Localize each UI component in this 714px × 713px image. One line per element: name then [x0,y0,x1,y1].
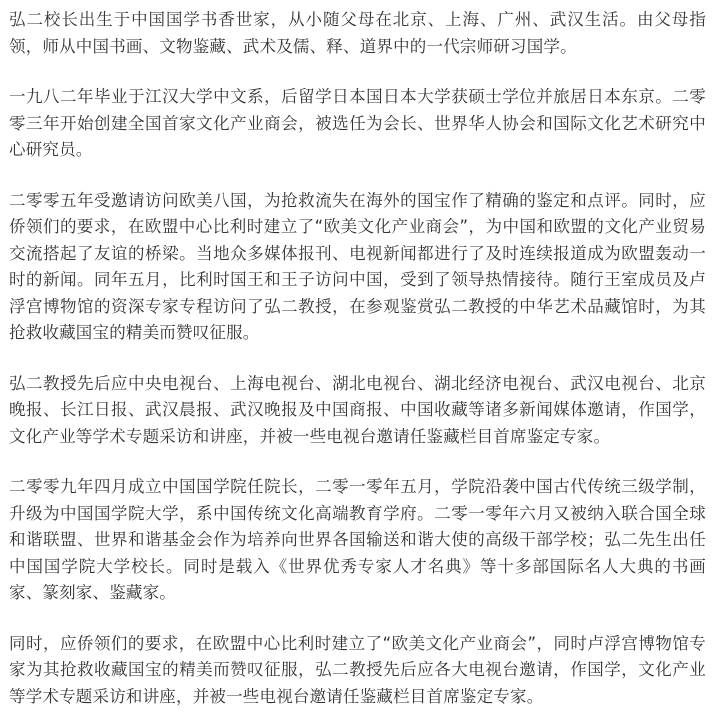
paragraph-summary: 同时，应侨领们的要求，在欧盟中心比利时建立了“欧美文化产业商会”，同时卢浮宫博物馆专家为其抢救收藏国宝的精美而赞叹征服，弘二教授先后应各大电视台邀请，作国学，文化产业等学术专题采访和讲座，并被一些电视台邀请任鉴藏栏目首席鉴定专家。 [9,633,706,706]
paragraph-academy: 二零零九年四月成立中国国学院任院长，二零一零年五月，学院沿袭中国古代传统三级学制，升级为中国国学院大学，系中国传统文化高端教育学府。二零一零年六月又被纳入联合国全球和谐联盟、世界和谐基金会作为培养向世界各国输送和谐大使的高级干部学校；弘二先生出任中国国学院大学校长。同时是载入《世界优秀专家人才名典》等十多部国际名人大典的书画家、篆刻家、鉴藏家。 [9,477,706,602]
paragraph-intro: 弘二校长出生于中国国学书香世家，从小随父母在北京、上海、广州、武汉生活。由父母指领，师从中国书画、文物鉴藏、武术及儒、释、道界中的一代宗师研习国学。 [9,10,706,56]
paragraph-education: 一九八二年毕业于江汉大学中文系，后留学日本国日本大学获硕士学位并旅居日本东京。二零零三年开始创建全国首家文化产业商会，被选任为会长、世界华人协会和国际文化艺术研究中心研究员。 [9,87,706,159]
paragraph-europe-visit: 二零零五年受邀请访问欧美八国，为抢救流失在海外的国宝作了精确的鉴定和点评。同时，应侨领们的要求，在欧盟中心比利时建立了“欧美文化产业商会”，为中国和欧盟的文化产业贸易交流搭起了友谊的桥梁。当地众多媒体报刊、电视新闻都进行了及时连续报道成为欧盟轰动一时的新闻。同年五月，比利时国王和王子访问中国，受到了领导热情接待。随行王室成员及卢浮宫博物馆的资深专家专程访问了弘二教授，在参观鉴赏弘二教授的中华艺术品藏馆时，为其抢救收藏国宝的精美而赞叹征服。 [9,190,706,342]
paragraph-media: 弘二教授先后应中央电视台、上海电视台、湖北电视台、湖北经济电视台、武汉电视台、北京晚报、长江日报、武汉晨报、武汉晚报及中国商报、中国收藏等诸多新闻媒体邀请，作国学，文化产业等学术专题采访和讲座，并被一些电视台邀请任鉴藏栏目首席鉴定专家。 [9,373,706,446]
